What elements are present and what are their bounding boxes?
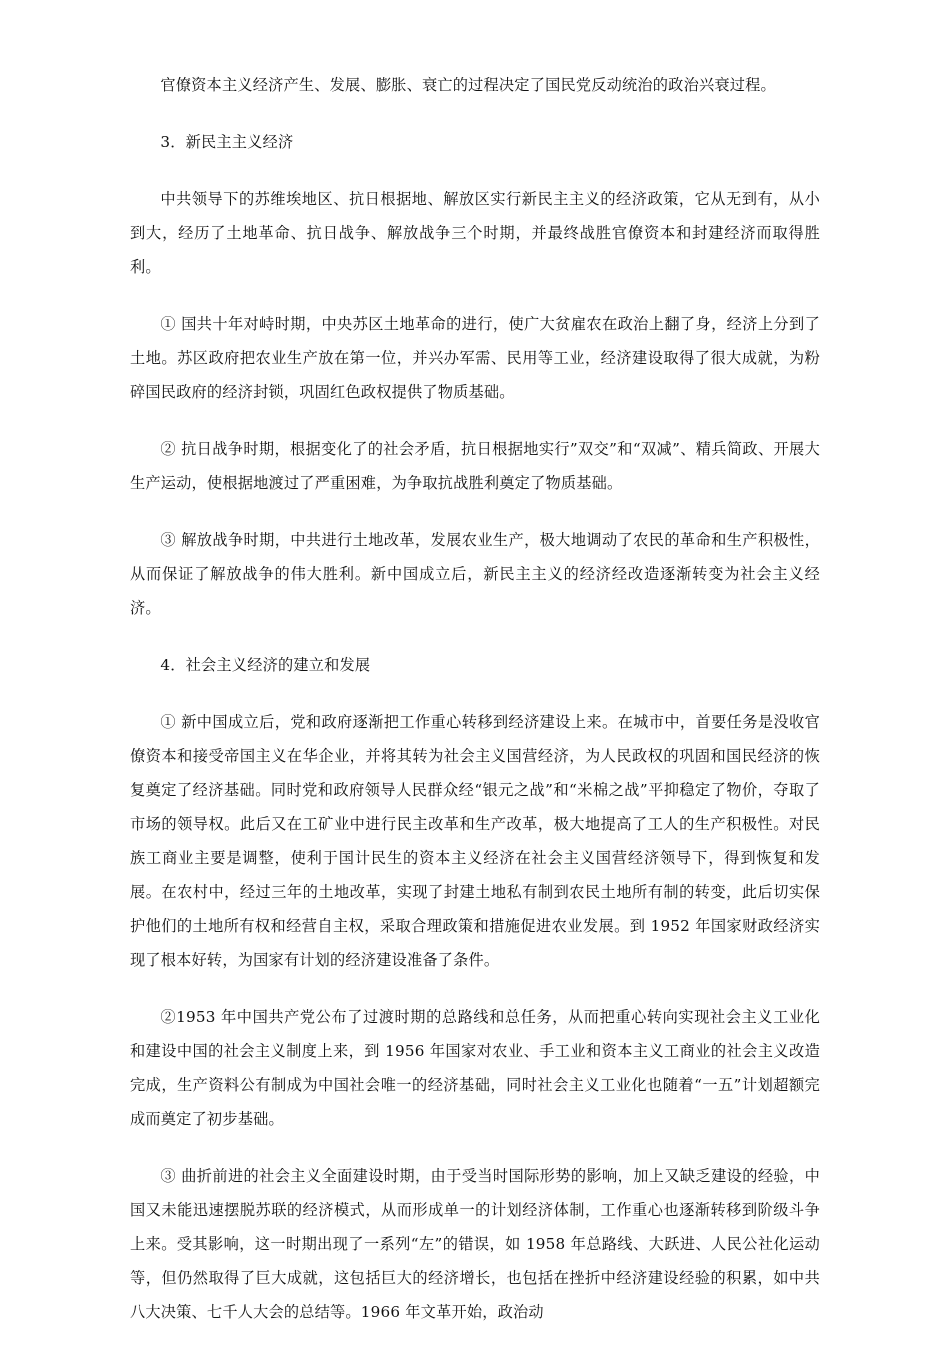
paragraph-point-1-soviet-period: ① 国共十年对峙时期，中央苏区土地革命的进行，使广大贫雇农在政治上翻了身，经济上分到了土地。苏区政府把农业生产放在第一位，并兴办军需、民用等工业，经济建设取得了很大成就，为粉碎国民政府的经济封锁，巩固红色政权提供了物质基础。 bbox=[130, 315, 820, 401]
paragraph-socialist-point-1: ① 新中国成立后，党和政府逐渐把工作重心转移到经济建设上来。在城市中，首要任务是没收官僚资本和接受帝国主义在华企业，并将其转为社会主义国营经济，为人民政权的巩固和国民经济的恢复奠定了经济基础。同时党和政府领导人民群众经“银元之战”和“米棉之战”平抑稳定了物价，夺取了市场的领导权。此后又在工矿业中进行民主改革和生产改革，极大地提高了工人的生产积极性。对民族工商业主要是调整，使利于国计民生的资本主义经济在社会主义国营经济领导下，得到恢复和发展。在农村中，经过三年的土地改革，实现了封建土地私有制到农民土地所有制的转变，此后切实保护他们的土地所有权和经营自主权，采取合理政策和措施促进农业发展。到 1952 年国家财政经济实现了根本好转，为国家有计划的经济建设准备了条件。 bbox=[130, 713, 820, 969]
paragraph-point-2-anti-japanese-war: ② 抗日战争时期，根据变化了的社会矛盾，抗日根据地实行”双交”和“双减”、精兵简政、开展大生产运动，使根据地渡过了严重困难，为争取抗战胜利奠定了物质基础。 bbox=[130, 440, 820, 492]
paragraph-closing-bureaucratic-capital: 官僚资本主义经济产生、发展、膨胀、衰亡的过程决定了国民党反动统治的政治兴衰过程。 bbox=[160, 76, 776, 94]
paragraph-point-3-liberation-war: ③ 解放战争时期，中共进行土地改革，发展农业生产，极大地调动了农民的革命和生产积极性，从而保证了解放战争的伟大胜利。新中国成立后，新民主主义的经济经改造逐渐转变为社会主义经济。 bbox=[130, 531, 820, 617]
document-page bbox=[130, 68, 820, 1352]
paragraph-socialist-point-2: ②1953 年中国共产党公布了过渡时期的总路线和总任务，从而把重心转向实现社会主义工业化和建设中国的社会主义制度上来，到 1956 年国家对农业、手工业和资本主义工商业的社会主义改造完成，生产资料公有制成为中国社会唯一的经济基础，同时社会主义工业化也随着“一五”计划超额完成而奠定了初步基础。 bbox=[130, 1008, 820, 1128]
paragraph-socialist-point-3: ③ 曲折前进的社会主义全面建设时期，由于受当时国际形势的影响，加上又缺乏建设的经验，中国又未能迅速摆脱苏联的经济模式，从而形成单一的计划经济体制，工作重心也逐渐转移到阶级斗争上来。受其影响，这一时期出现了一系列“左”的错误，如 1958 年总路线、大跃进、人民公社化运动等，但仍然取得了巨大成就，这包括巨大的经济增长，也包括在挫折中经济建设经验的积累，如中共八大决策、七千人大会的总结等。1966 年文革开始，政治动 bbox=[130, 1167, 820, 1321]
section-heading-socialist-economy: 4．社会主义经济的建立和发展 bbox=[160, 656, 371, 674]
section-heading-new-democratic-economy: 3．新民主主义经济 bbox=[160, 133, 294, 151]
paragraph-new-democratic-intro: 中共领导下的苏维埃地区、抗日根据地、解放区实行新民主主义的经济政策，它从无到有，从小到大，经历了土地革命、抗日战争、解放战争三个时期，并最终战胜官僚资本和封建经济而取得胜利。 bbox=[130, 190, 820, 276]
